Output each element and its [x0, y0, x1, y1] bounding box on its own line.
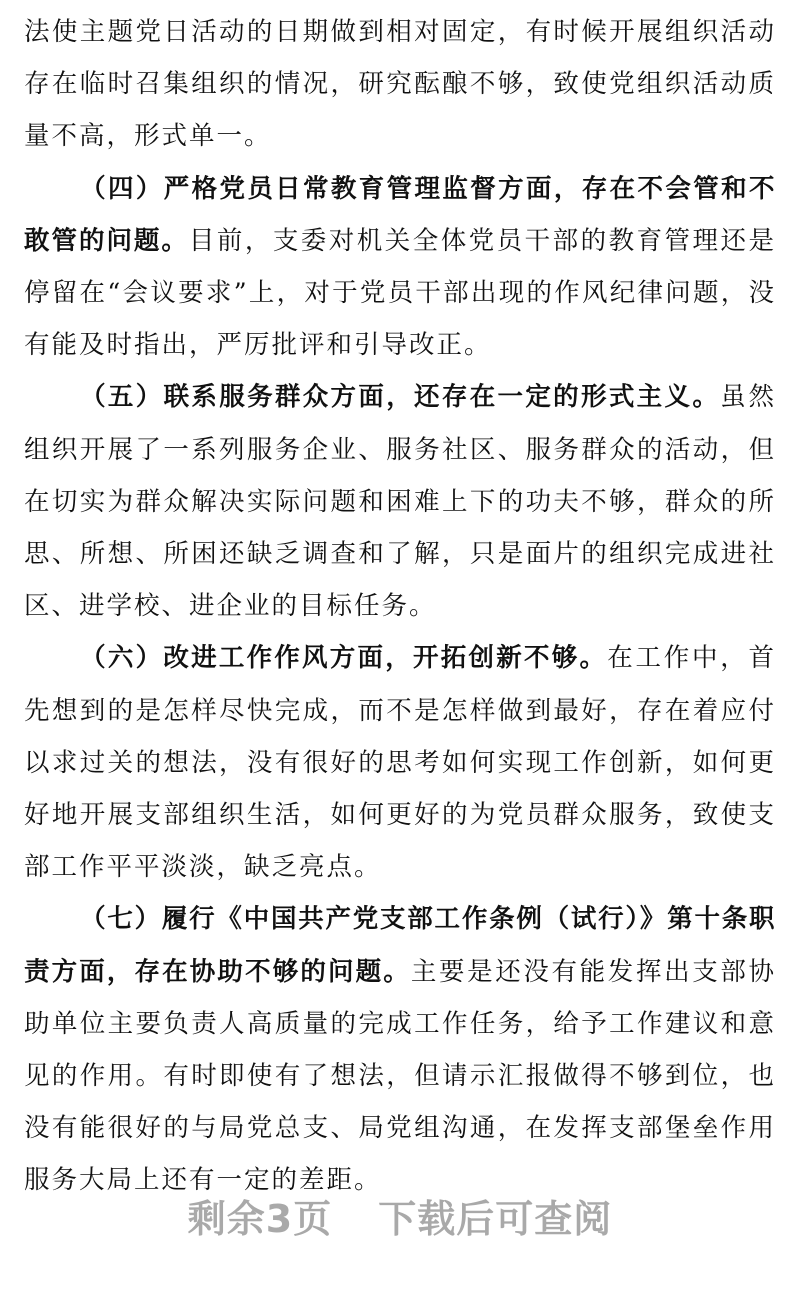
document-body — [24, 6, 776, 1207]
download-prompt-banner[interactable] — [0, 1188, 800, 1243]
section-heading-7: （七）履行《中国共产党支部工作条例（试行）》第十条职责方面，存在协助不够的问题。 — [24, 904, 776, 987]
paragraph-text: 虽然组织开展了一系列服务企业、服务社区、服务群众的活动，但在切实为群众解决实际问题和困难上下的功夫不够，群众的所思、所想、所困还缺乏调查和了解，只是面片的组织完成进社区、进学校、进企业的目标任务。 — [24, 382, 776, 622]
paragraph-text: 在工作中，首先想到的是怎样尽快完成，而不是怎样做到最好，存在着应付以求过关的想法，没有很好的思考如何实现工作创新，如何更好地开展支部组织生活，如何更好的为党员群众服务，致使支部工作平平淡淡，缺乏亮点。 — [24, 643, 776, 883]
paragraph-text: 法使主题党日活动的日期做到相对固定，有时候开展组织活动存在临时召集组织的情况，研究酝酿不够，致使党组织活动质量不高，形式单一。 — [24, 17, 776, 152]
section-heading-6: （六）改进工作作风方面，开拓创新不够。 — [80, 643, 608, 674]
paragraph-section-7 — [24, 893, 776, 1206]
paragraph-section-6 — [24, 632, 776, 893]
paragraph-section-5 — [24, 371, 776, 632]
paragraph-intro-continuation — [24, 6, 776, 163]
paragraph-section-4 — [24, 163, 776, 372]
remaining-pages-label: 剩余3页 — [187, 1197, 333, 1241]
section-heading-4: （四）严格党员日常教育管理监督方面，存在不会管和不敢管的问题。 — [24, 173, 776, 256]
paragraph-text: 主要是还没有能发挥出支部协助单位主要负责人高质量的完成工作任务，给予工作建议和意见的作用。有时即使有了想法，但请示汇报做得不够到位，也没有能很好的与局党总支、局党组沟通，在发挥支部堡垒作用服务大局上还有一定的差距。 — [24, 956, 776, 1196]
download-to-view-label: 下载后可查阅 — [378, 1197, 613, 1241]
paragraph-text: 目前，支委对机关全体党员干部的教育管理还是停留在“会议要求”上，对于党员干部出现的作风纪律问题，没有能及时指出，严厉批评和引导改正。 — [24, 225, 776, 361]
section-heading-5: （五）联系服务群众方面，还存在一定的形式主义。 — [80, 382, 721, 413]
